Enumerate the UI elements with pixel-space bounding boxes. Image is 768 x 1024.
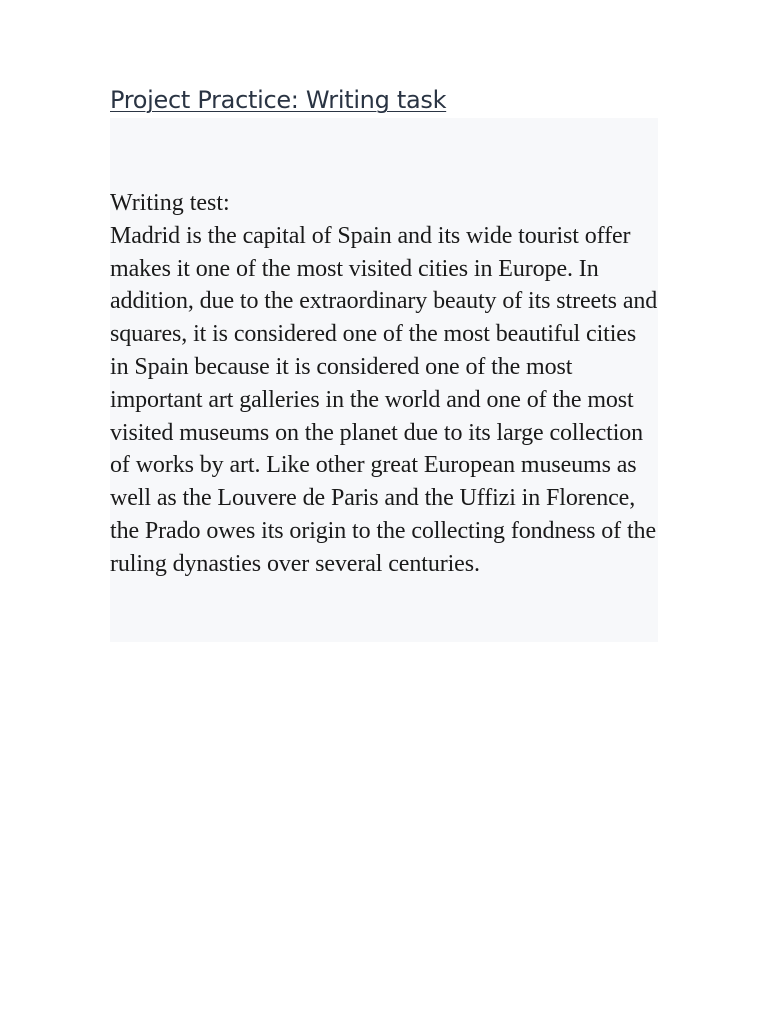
writing-heading: Writing test: xyxy=(110,190,230,216)
document-title: Project Practice: Writing task xyxy=(110,86,447,114)
writing-body: Madrid is the capital of Spain and its wide tourist offer makes it one of the most visited cities in Europe. In addition, due to the extraordinary beauty of its streets and squares, it is considered one of the most beautiful cities in Spain because it is considered one of the most important art galleries in the world and one of the most visited museums on the planet due to its large collection of works by art. Like other great European museums as well as the Louvere de Paris and the Uffizi in Florence, the Prado owes its origin to the collecting fondness of the ruling dynasties over several centuries. xyxy=(110,222,658,577)
writing-content xyxy=(110,187,658,581)
writing-content-box xyxy=(110,118,658,642)
